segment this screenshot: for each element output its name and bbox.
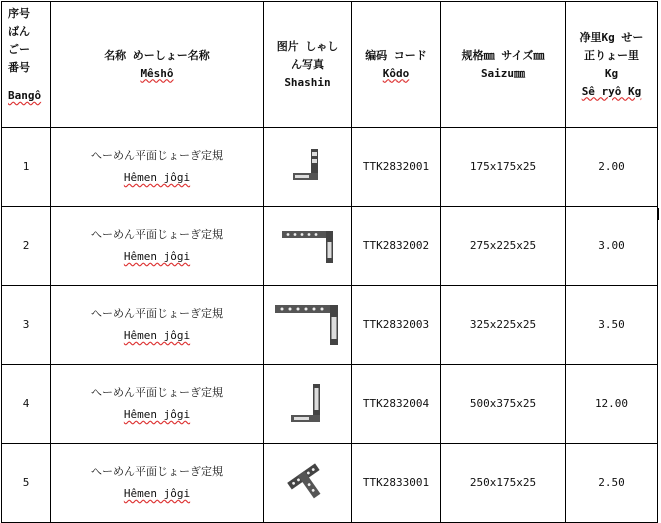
row-name-romaji: Hêmen jôgi xyxy=(123,329,191,342)
t-square-icon xyxy=(283,461,333,505)
row-size: 325x225x25 xyxy=(441,286,566,365)
header-code xyxy=(352,2,441,128)
header-photo-line: 图片 しゃし xyxy=(276,39,339,53)
row-index: 1 xyxy=(2,128,51,207)
row-name-romaji: Hêmen jôgi xyxy=(123,250,191,263)
row-name xyxy=(51,444,264,523)
table-row xyxy=(2,365,658,444)
row-weight: 2.00 xyxy=(566,128,658,207)
row-code: TTK2832002 xyxy=(352,207,441,286)
row-name-jp: へーめん平面じょーぎ定規 xyxy=(91,149,223,162)
header-weight xyxy=(566,2,658,128)
row-name-jp: へーめん平面じょーぎ定規 xyxy=(91,465,223,478)
row-name-jp: へーめん平面じょーぎ定規 xyxy=(91,228,223,241)
header-size xyxy=(441,2,566,128)
header-row xyxy=(2,2,658,128)
row-code: TTK2832004 xyxy=(352,365,441,444)
row-name xyxy=(51,365,264,444)
header-name-line: Mêshô xyxy=(140,66,174,80)
row-index: 2 xyxy=(2,207,51,286)
header-name-line: 名称 めーしょー名称 xyxy=(104,48,210,62)
row-photo xyxy=(264,365,352,444)
row-code: TTK2832003 xyxy=(352,286,441,365)
edge-marker xyxy=(657,208,659,220)
row-name-jp: へーめん平面じょーぎ定規 xyxy=(91,386,223,399)
header-index-line: 番号 xyxy=(8,61,30,74)
header-code-line: 编码 コード xyxy=(365,48,427,62)
product-table xyxy=(1,1,658,523)
row-photo xyxy=(264,128,352,207)
header-index xyxy=(2,2,51,128)
row-name-romaji: Hêmen jôgi xyxy=(123,487,191,500)
header-photo-line: Shashin xyxy=(284,75,331,89)
row-name-romaji: Hêmen jôgi xyxy=(123,171,191,184)
row-name xyxy=(51,286,264,365)
header-weight-line: Sê ryô Kg xyxy=(581,84,642,98)
row-index: 4 xyxy=(2,365,51,444)
header-weight-line: 正りょー里 xyxy=(584,48,639,62)
row-photo xyxy=(264,444,352,523)
header-name xyxy=(51,2,264,128)
header-weight-line: 净里Kg せー xyxy=(579,30,644,44)
header-index-line: 序号 xyxy=(8,7,30,20)
header-index-line: ばん xyxy=(8,25,30,38)
row-index: 5 xyxy=(2,444,51,523)
table-row xyxy=(2,444,658,523)
header-photo xyxy=(264,2,352,128)
row-photo xyxy=(264,286,352,365)
row-size: 500x375x25 xyxy=(441,365,566,444)
header-index-line: Bangô xyxy=(8,89,42,102)
table-row xyxy=(2,286,658,365)
row-photo xyxy=(264,207,352,286)
header-size-line: 规格㎜ サイズ㎜ xyxy=(461,48,545,62)
tall-l-square-icon xyxy=(283,382,333,426)
row-code: TTK2832001 xyxy=(352,128,441,207)
row-index: 3 xyxy=(2,286,51,365)
row-name xyxy=(51,207,264,286)
row-size: 250x175x25 xyxy=(441,444,566,523)
header-index-line: ごー xyxy=(8,43,30,56)
row-name-romaji: Hêmen jôgi xyxy=(123,408,191,421)
header-size-line: Saizu㎜ xyxy=(480,66,526,80)
row-weight: 3.50 xyxy=(566,286,658,365)
row-size: 275x225x25 xyxy=(441,207,566,286)
row-code: TTK2833001 xyxy=(352,444,441,523)
header-weight-line: Kg xyxy=(604,66,619,80)
row-name-jp: へーめん平面じょーぎ定規 xyxy=(91,307,223,320)
row-weight: 3.00 xyxy=(566,207,658,286)
header-code-line: Kôdo xyxy=(382,66,410,80)
table-row xyxy=(2,128,658,207)
table-row xyxy=(2,207,658,286)
row-weight: 12.00 xyxy=(566,365,658,444)
row-name xyxy=(51,128,264,207)
l-square-icon xyxy=(278,226,338,266)
row-size: 175x175x25 xyxy=(441,128,566,207)
wide-l-square-icon xyxy=(273,302,343,348)
row-weight: 2.50 xyxy=(566,444,658,523)
header-photo-line: ん写真 xyxy=(291,57,324,71)
small-l-square-icon xyxy=(285,147,331,187)
